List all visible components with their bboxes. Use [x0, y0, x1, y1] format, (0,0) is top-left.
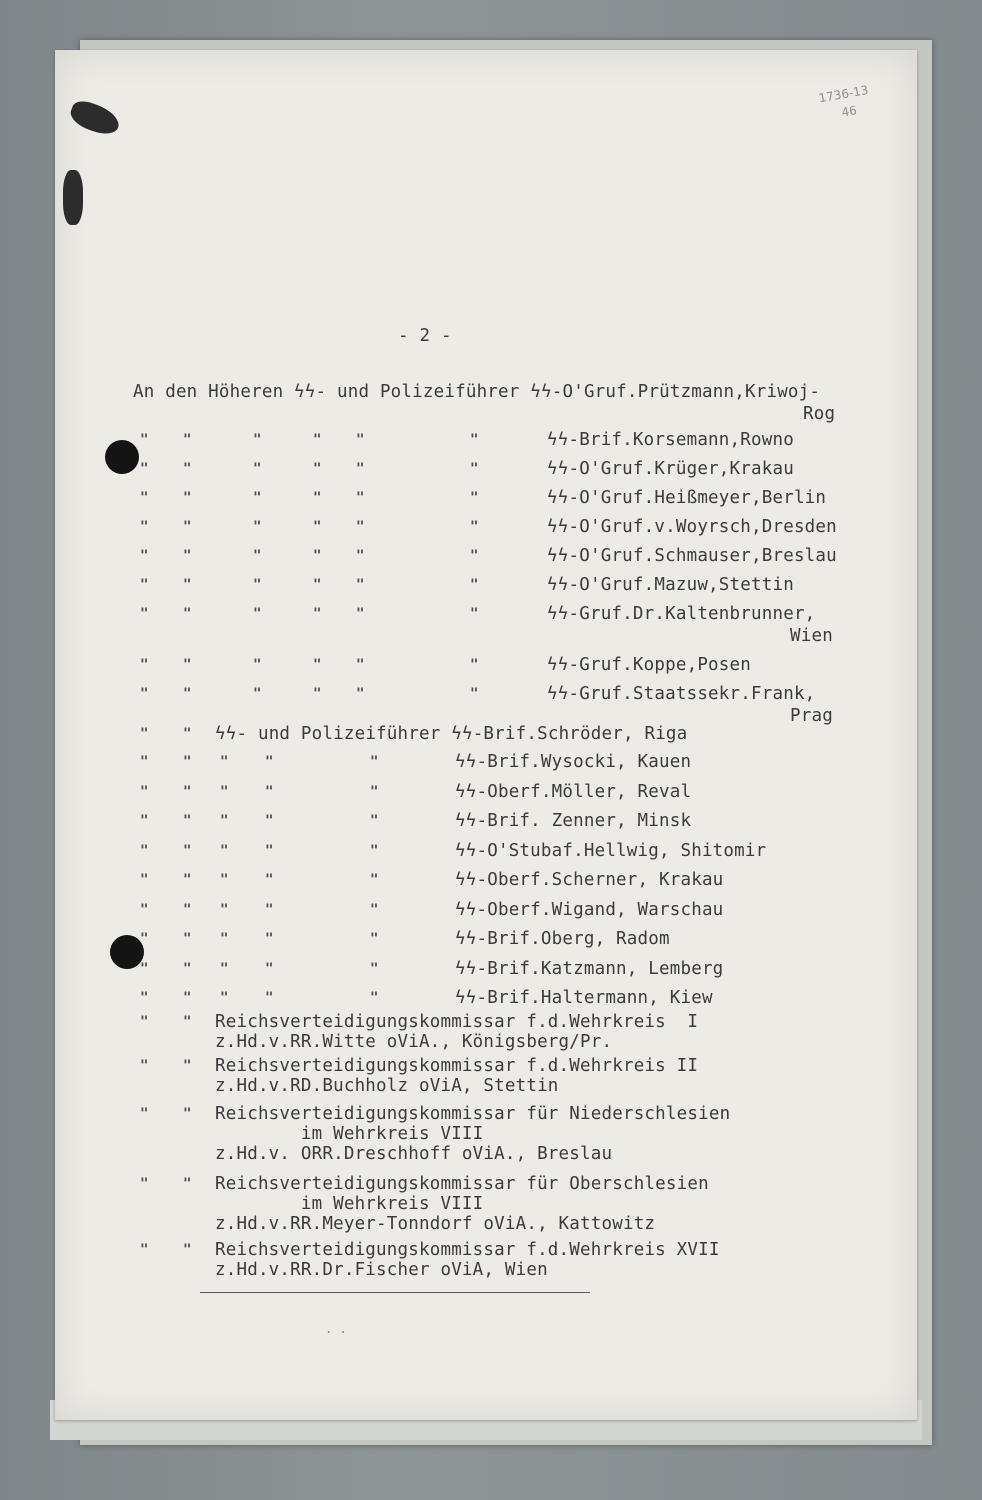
- ss-runes: ϟϟ: [294, 382, 316, 402]
- ditto-mark: ": [183, 1014, 192, 1030]
- recipient-name: -Brif.Haltermann, Kiew: [476, 988, 713, 1008]
- ss-runes: ϟϟ: [547, 655, 569, 675]
- ss-runes: ϟϟ: [455, 752, 477, 772]
- recipient-line: [547, 575, 794, 595]
- ditto-mark: ": [140, 461, 149, 477]
- ditto-mark: ": [140, 686, 149, 702]
- ditto-mark: ": [183, 901, 192, 918]
- recipient-name: -Gruf.Staatssekr.Frank,: [568, 684, 816, 704]
- ss-runes: ϟϟ: [451, 724, 473, 744]
- recipient-name: -O'Gruf.v.Woyrsch,Dresden: [568, 517, 837, 537]
- punch-hole-bottom: [110, 935, 144, 969]
- ditto-mark: ": [253, 686, 262, 702]
- ss-runes: ϟϟ: [455, 899, 477, 920]
- ditto-mark: ": [313, 606, 322, 622]
- ditto-mark: ": [183, 519, 192, 535]
- ditto-mark: ": [183, 577, 192, 593]
- rvk-line: Reichsverteidigungskommissar für Oberschlesien: [215, 1174, 709, 1194]
- pencil-note-2: 46: [840, 103, 858, 120]
- recipient-name: -O'Gruf.Schmauser,Breslau: [568, 546, 837, 566]
- ditto-mark: ": [253, 577, 262, 593]
- ditto-mark: ": [356, 432, 365, 448]
- ditto-mark: ": [183, 783, 192, 800]
- ditto-mark: ": [183, 754, 192, 770]
- ditto-mark: ": [220, 990, 229, 1006]
- ditto-mark: ": [183, 432, 192, 448]
- ditto-mark: ": [140, 872, 149, 888]
- recipient-line: [455, 929, 670, 949]
- ditto-mark: ": [140, 1242, 149, 1258]
- rvk-line: Reichsverteidigungskommissar f.d.Wehrkreis XVII: [215, 1240, 720, 1260]
- ditto-mark: ": [140, 783, 149, 800]
- recipient-name: -O'Stubaf.Hellwig, Shitomir: [476, 840, 767, 861]
- ditto-mark: ": [356, 657, 365, 673]
- ss-runes: ϟϟ: [455, 811, 477, 831]
- ss-runes: ϟϟ: [547, 604, 569, 624]
- pencil-note-1: 1736-13: [817, 82, 870, 106]
- ditto-mark: ": [140, 548, 149, 564]
- ditto-mark: ": [253, 606, 262, 622]
- recipient-name: -Gruf.Koppe,Posen: [568, 655, 751, 675]
- ditto-mark: ": [220, 901, 229, 918]
- rvk-line: Reichsverteidigungskommissar f.d.Wehrkreis II: [215, 1056, 699, 1076]
- first-recipient: -O'Gruf.Prützmann,Kriwoj-: [551, 382, 821, 402]
- ditto-mark: ": [220, 872, 229, 888]
- ditto-mark: ": [253, 461, 262, 477]
- ditto-mark: ": [220, 813, 229, 829]
- ditto-mark: ": [183, 813, 192, 829]
- ditto-mark: ": [183, 726, 192, 742]
- ditto-mark: ": [183, 1058, 192, 1074]
- ditto-mark: ": [265, 960, 274, 977]
- ditto-mark: ": [183, 960, 192, 977]
- rvk-line: Reichsverteidigungskommissar f.d.Wehrkreis I: [215, 1012, 699, 1032]
- rvk-line: Reichsverteidigungskommissar für Niederschlesien: [215, 1104, 731, 1124]
- recipient-line: [455, 870, 723, 890]
- ditto-mark: ": [370, 754, 379, 770]
- recipient-name: -Oberf.Wigand, Warschau: [476, 899, 724, 920]
- ditto-mark: ": [253, 657, 262, 673]
- ditto-mark: ": [470, 432, 479, 448]
- recipient-line: [547, 459, 794, 479]
- ditto-mark: ": [253, 432, 262, 448]
- ditto-mark: ": [370, 901, 379, 918]
- ss-runes: ϟϟ: [455, 988, 477, 1008]
- ditto-mark: ": [183, 990, 192, 1006]
- ditto-mark: ": [220, 754, 229, 770]
- ss-runes: ϟϟ: [215, 724, 237, 744]
- ditto-mark: ": [183, 548, 192, 564]
- ditto-mark: ": [356, 606, 365, 622]
- ditto-mark: ": [370, 783, 379, 800]
- closing-rule: [200, 1292, 590, 1293]
- ditto-mark: ": [265, 872, 274, 888]
- ditto-mark: ": [265, 754, 274, 770]
- recipient-line: [455, 988, 713, 1008]
- ditto-mark: ": [140, 726, 149, 742]
- ditto-mark: ": [313, 490, 322, 506]
- recipient-line: [547, 488, 826, 508]
- recipient-name: -O'Gruf.Mazuw,Stettin: [568, 575, 794, 595]
- ditto-mark: ": [313, 461, 322, 477]
- ditto-mark: ": [253, 519, 262, 535]
- ditto-mark: ": [253, 548, 262, 564]
- ss-runes: ϟϟ: [455, 781, 477, 802]
- ditto-mark: ": [140, 960, 149, 977]
- ditto-mark: ": [140, 813, 149, 829]
- ditto-mark: ": [140, 657, 149, 673]
- rvk-line: z.Hd.v.RR.Witte oViA., Königsberg/Pr.: [215, 1032, 613, 1052]
- ditto-mark: ": [265, 842, 274, 859]
- ditto-mark: ": [470, 686, 479, 702]
- ditto-mark: ": [183, 657, 192, 673]
- ss-runes: ϟϟ: [455, 840, 477, 861]
- ss-runes: ϟϟ: [547, 546, 569, 566]
- ditto-mark: ": [220, 960, 229, 977]
- recipient-line: [455, 959, 723, 979]
- rvk-line: z.Hd.v.RR.Dr.Fischer oViA, Wien: [215, 1260, 548, 1280]
- recipient-name: -Brif.Katzmann, Lemberg: [476, 958, 724, 979]
- page-number: - 2 -: [398, 326, 452, 346]
- rvk-line: im Wehrkreis VIII: [215, 1194, 484, 1214]
- recipient-line: [455, 752, 691, 772]
- ditto-mark: ": [183, 490, 192, 506]
- rvk-line: z.Hd.v.RR.Meyer-Tonndorf oViA., Kattowitz: [215, 1214, 656, 1234]
- first-recipient-cont: Rog: [803, 404, 836, 424]
- ditto-mark: ": [140, 754, 149, 770]
- recipient-name: -O'Gruf.Krüger,Krakau: [568, 459, 794, 479]
- ditto-mark: ": [183, 1176, 192, 1192]
- ss-runes: ϟϟ: [547, 459, 569, 479]
- ss-pf-first-recipient: -Brif.Schröder, Riga: [472, 724, 688, 744]
- recipient-name: -Brif.Korsemann,Rowno: [568, 430, 794, 450]
- ss-runes: ϟϟ: [547, 517, 569, 537]
- rvk-line: z.Hd.v.RD.Buchholz oViA, Stettin: [215, 1076, 559, 1096]
- ink-blot-side: [63, 170, 83, 225]
- ditto-mark: ": [356, 548, 365, 564]
- ss-pf-middle: - und Polizeiführer: [236, 724, 452, 744]
- header-middle: - und Polizeiführer: [315, 382, 531, 402]
- ditto-mark: ": [140, 577, 149, 593]
- recipient-line: [455, 900, 723, 920]
- recipient-line: [547, 430, 794, 450]
- ditto-mark: ": [356, 461, 365, 477]
- ss-runes: ϟϟ: [455, 870, 477, 890]
- ditto-mark: ": [183, 686, 192, 702]
- ditto-mark: ": [140, 490, 149, 506]
- ditto-mark: ": [356, 686, 365, 702]
- ditto-mark: ": [220, 931, 229, 947]
- ditto-mark: ": [313, 686, 322, 702]
- recipient-line: [455, 841, 766, 861]
- recipient-line: [547, 655, 751, 675]
- recipient-name: -O'Gruf.Heißmeyer,Berlin: [568, 488, 827, 508]
- ditto-mark: ": [140, 432, 149, 448]
- ss-runes: ϟϟ: [455, 929, 477, 949]
- ss-runes: ϟϟ: [547, 430, 569, 450]
- ditto-mark: ": [265, 901, 274, 918]
- ss-runes: ϟϟ: [530, 382, 552, 402]
- ditto-mark: ": [370, 990, 379, 1006]
- ditto-mark: ": [183, 461, 192, 477]
- ditto-mark: ": [370, 872, 379, 888]
- ditto-mark: ": [265, 931, 274, 947]
- recipient-line: [455, 811, 691, 831]
- ditto-mark: ": [356, 490, 365, 506]
- ditto-mark: ": [220, 842, 229, 859]
- ditto-mark: ": [183, 842, 192, 859]
- ditto-mark: ": [140, 1058, 149, 1074]
- ditto-mark: ": [183, 872, 192, 888]
- ditto-mark: ": [183, 606, 192, 622]
- rvk-line: im Wehrkreis VIII: [215, 1124, 484, 1144]
- ditto-mark: ": [220, 783, 229, 800]
- ss-pf-header-line: [215, 724, 687, 744]
- ditto-mark: ": [370, 813, 379, 829]
- ditto-mark: ": [370, 931, 379, 947]
- ditto-mark: ": [183, 1106, 192, 1122]
- trailing-dots: . .: [325, 1322, 347, 1336]
- recipient-line: [547, 546, 837, 566]
- recipient-line: [547, 684, 815, 704]
- ditto-mark: ": [265, 783, 274, 800]
- ss-runes: ϟϟ: [547, 575, 569, 595]
- ditto-mark: ": [183, 1242, 192, 1258]
- recipient-name: -Brif. Zenner, Minsk: [476, 811, 692, 831]
- ss-runes: ϟϟ: [547, 684, 569, 704]
- ditto-mark: ": [140, 842, 149, 859]
- rvk-line: z.Hd.v. ORR.Dreschhoff oViA., Breslau: [215, 1144, 613, 1164]
- ditto-mark: ": [140, 519, 149, 535]
- ditto-mark: ": [140, 1106, 149, 1122]
- ditto-mark: ": [313, 577, 322, 593]
- punch-hole-top: [105, 440, 139, 474]
- recipient-cont: Wien: [790, 626, 833, 646]
- ditto-mark: ": [470, 461, 479, 477]
- recipient-cont: Prag: [790, 706, 833, 726]
- ditto-mark: ": [140, 1176, 149, 1192]
- ditto-mark: ": [140, 606, 149, 622]
- recipient-name: -Brif.Wysocki, Kauen: [476, 752, 692, 772]
- recipient-name: -Oberf.Scherner, Krakau: [476, 870, 724, 890]
- ditto-mark: ": [140, 901, 149, 918]
- ditto-mark: ": [356, 577, 365, 593]
- ditto-mark: ": [253, 490, 262, 506]
- ditto-mark: ": [313, 432, 322, 448]
- recipient-name: -Gruf.Dr.Kaltenbrunner,: [568, 604, 816, 624]
- ditto-mark: ": [470, 490, 479, 506]
- ditto-mark: ": [470, 606, 479, 622]
- ditto-mark: ": [313, 548, 322, 564]
- ss-runes: ϟϟ: [547, 488, 569, 508]
- recipient-name: -Oberf.Möller, Reval: [476, 781, 692, 802]
- ditto-mark: ": [470, 519, 479, 535]
- ditto-mark: ": [140, 990, 149, 1006]
- ditto-mark: ": [370, 960, 379, 977]
- ditto-mark: ": [265, 990, 274, 1006]
- recipient-name: -Brif.Oberg, Radom: [476, 929, 670, 949]
- ditto-mark: ": [470, 577, 479, 593]
- ditto-mark: ": [356, 519, 365, 535]
- ditto-mark: ": [370, 842, 379, 859]
- ditto-mark: ": [470, 548, 479, 564]
- header-line: [133, 382, 820, 402]
- header-prefix: An den Höheren: [133, 382, 295, 402]
- ditto-mark: ": [140, 931, 149, 947]
- ditto-mark: ": [313, 657, 322, 673]
- ditto-mark: ": [470, 657, 479, 673]
- ditto-mark: ": [265, 813, 274, 829]
- recipient-line: [455, 782, 691, 802]
- recipient-line: [547, 517, 837, 537]
- ditto-mark: ": [313, 519, 322, 535]
- ditto-mark: ": [140, 1014, 149, 1030]
- ss-runes: ϟϟ: [455, 958, 477, 979]
- recipient-line: [547, 604, 815, 624]
- ditto-mark: ": [183, 931, 192, 947]
